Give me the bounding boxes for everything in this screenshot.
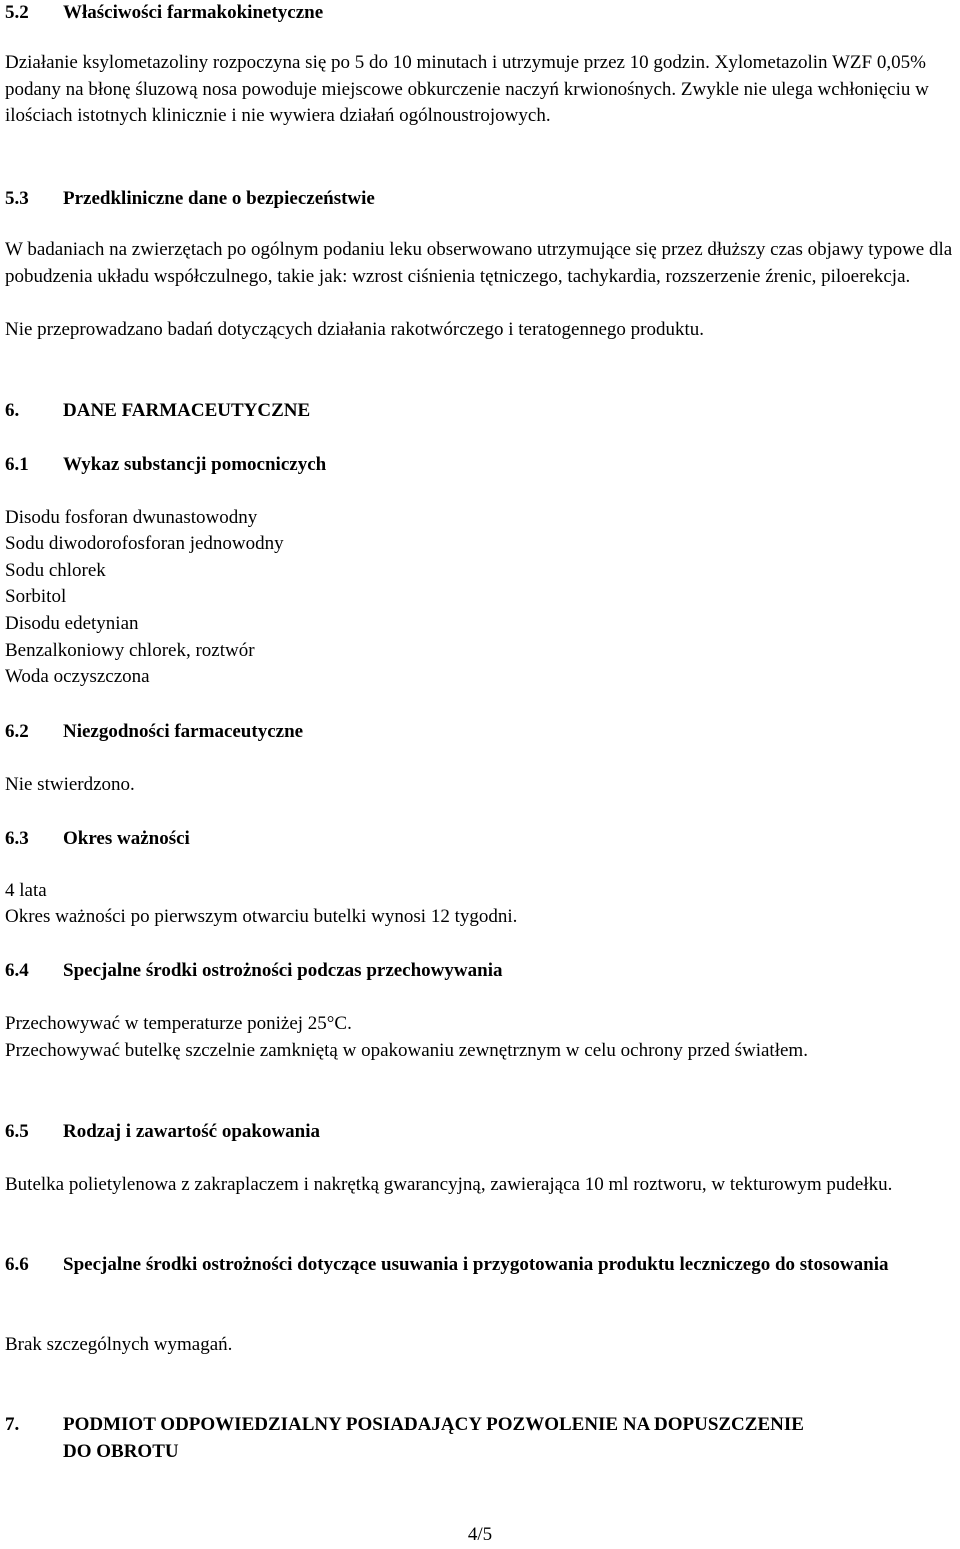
section-5-3-text-2: Nie przeprowadzano badań dotyczących działania rakotwórczego i teratogennego produktu.: [5, 319, 704, 340]
section-number: 5.2: [5, 2, 29, 23]
section-5-2-text: Działanie ksylometazoliny rozpoczyna się po 5 do 10 minutach i utrzymuje przez 10 godzin. Xylometazolin WZF 0,05% podany na błonę śluzową nosa powoduje miejscowe obkurczenie naczyń krwionośnych. Zwykle nie ulega wchłonięciu w ilościach istotnych klinicznie i nie wywiera działań ogólnoustrojowych.: [5, 52, 929, 126]
section-6-3-line-2: Okres ważności po pierwszym otwarciu butelki wynosi 12 tygodni.: [5, 906, 518, 927]
section-title: Okres ważności: [63, 828, 190, 849]
section-number: 5.3: [5, 188, 29, 209]
list-item: Benzalkoniowy chlorek, roztwór: [5, 640, 255, 661]
section-6-5-text: Butelka polietylenowa z zakraplaczem i nakrętką gwarancyjną, zawierająca 10 ml roztworu, w tekturowym pudełku.: [5, 1174, 893, 1195]
section-5-3-text: W badaniach na zwierzętach po ogólnym podaniu leku obserwowano utrzymujące się przez dłuższy czas objawy typowe dla pobudzenia układu współczulnego, takie jak: wzrost ciśnienia tętniczego, tachykardia, rozszerzenie źrenic, piloerekcja.: [5, 239, 953, 287]
section-5-3-heading: [5, 186, 375, 213]
section-title: Specjalne środki ostrożności podczas przechowywania: [63, 960, 503, 981]
section-6-3-heading: [5, 826, 190, 853]
section-number: 6.4: [5, 960, 29, 981]
section-6-heading: [5, 398, 311, 425]
section-6-4-line-1: Przechowywać w temperaturze poniżej 25°C.: [5, 1013, 352, 1034]
section-6-6-heading: [5, 1252, 889, 1279]
section-number: 6.1: [5, 454, 29, 475]
section-title: PODMIOT ODPOWIEDZIALNY POSIADAJĄCY POZWOLENIE NA DOPUSZCZENIE DO OBROTU: [63, 1414, 804, 1462]
section-6-5-heading: [5, 1119, 321, 1146]
section-title: Właściwości farmakokinetyczne: [63, 2, 324, 23]
list-item: Sorbitol: [5, 586, 67, 607]
section-6-4-text: Przechowywać butelkę szczelnie zamkniętą w opakowaniu zewnętrznym w celu ochrony przed światłem.: [5, 1040, 808, 1061]
section-6-1-heading: [5, 452, 327, 479]
list-item: Disodu fosforan dwunastowodny: [5, 507, 258, 528]
section-6-4-heading: [5, 958, 503, 985]
section-6-2-text: Nie stwierdzono.: [5, 774, 135, 795]
section-number: 6.6: [5, 1254, 29, 1275]
section-title: Rodzaj i zawartość opakowania: [63, 1121, 321, 1142]
section-number: 6.3: [5, 828, 29, 849]
section-7-heading: [5, 1412, 804, 1462]
section-title: Przedkliniczne dane o bezpieczeństwie: [63, 188, 375, 209]
list-item: Disodu edetynian: [5, 613, 139, 634]
section-title: DANE FARMACEUTYCZNE: [63, 400, 311, 421]
list-item: Woda oczyszczona: [5, 666, 150, 687]
section-title: Niezgodności farmaceutyczne: [63, 721, 304, 742]
list-item: Sodu diwodorofosforan jednowodny: [5, 533, 284, 554]
section-6-6-text: Brak szczególnych wymagań.: [5, 1334, 233, 1355]
section-number: 7.: [5, 1414, 20, 1435]
section-title: Specjalne środki ostrożności dotyczące usuwania i przygotowania produktu leczniczego do stosowania: [63, 1254, 889, 1275]
section-number: 6.2: [5, 721, 29, 742]
section-6-3-line-1: 4 lata: [5, 880, 47, 901]
list-item: Sodu chlorek: [5, 560, 106, 581]
page-number: 4/5: [467, 1524, 493, 1545]
section-5-2-heading: [5, 0, 324, 27]
section-number: 6.: [5, 400, 20, 421]
section-title: Wykaz substancji pomocniczych: [63, 454, 327, 475]
section-number: 6.5: [5, 1121, 29, 1142]
section-6-2-heading: [5, 719, 304, 746]
